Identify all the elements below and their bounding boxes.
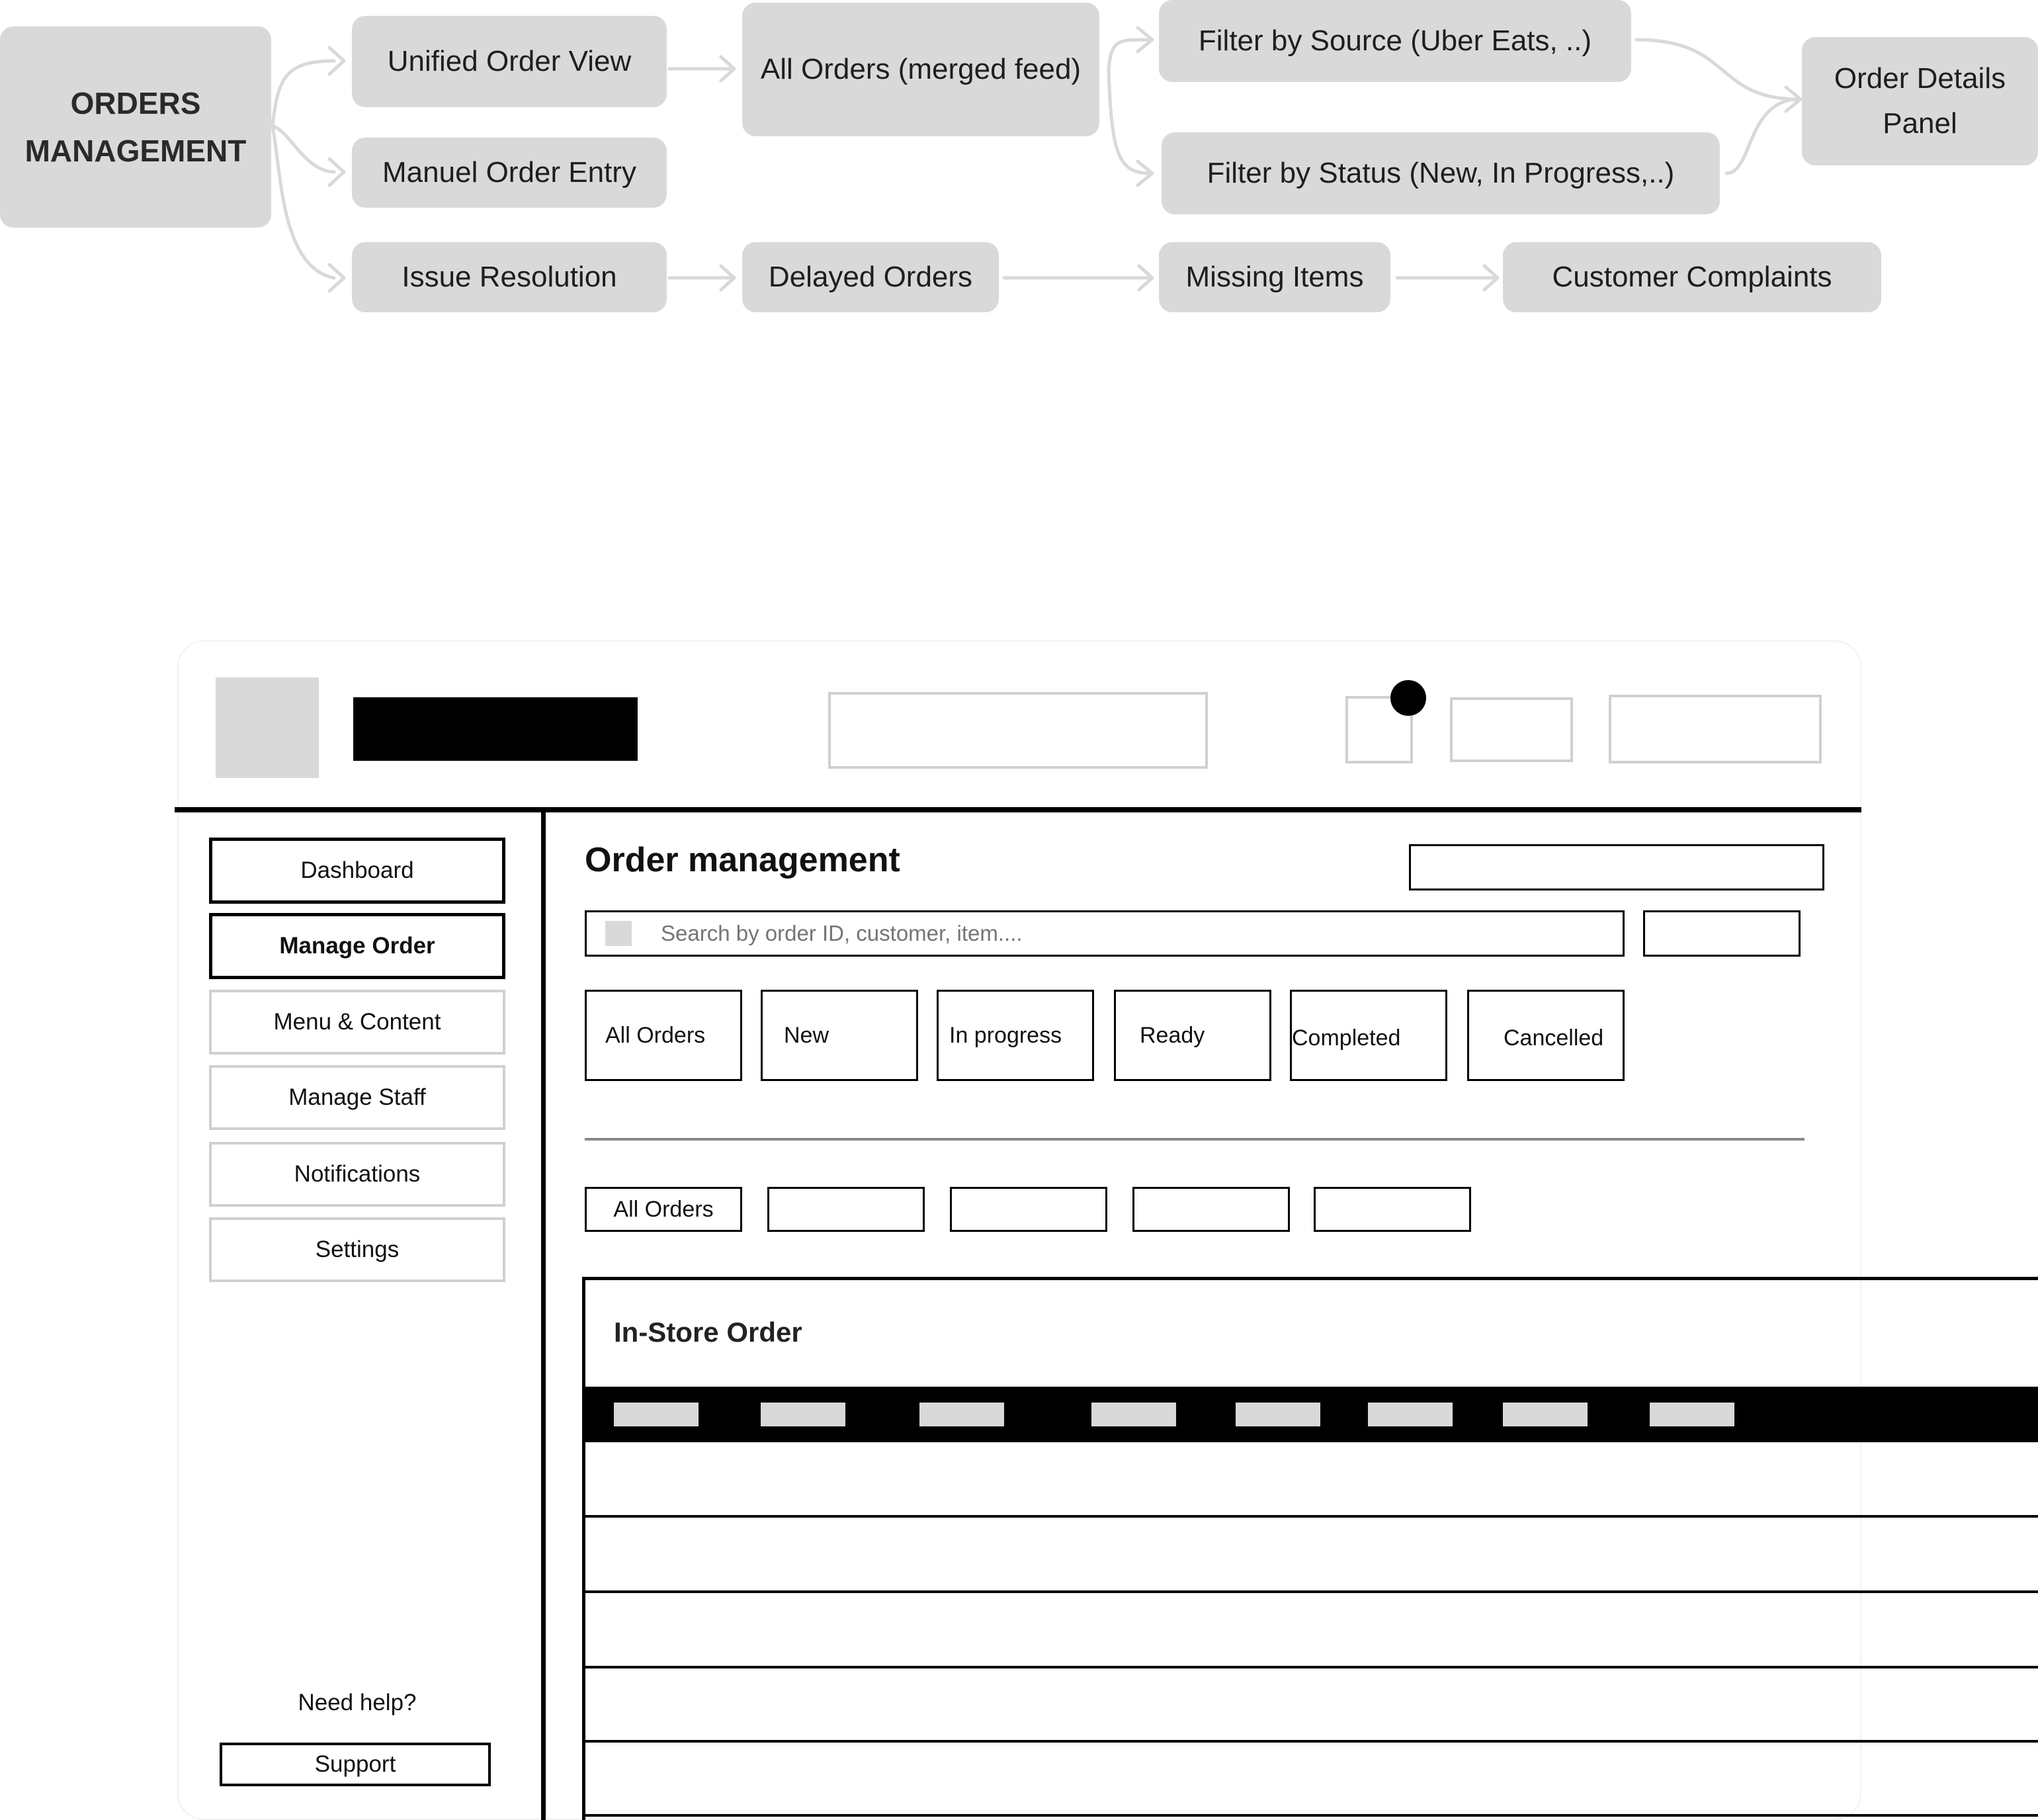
sidebar-item-manage-order[interactable]: Manage Order — [209, 913, 505, 979]
sidebar-item-settings[interactable]: Settings — [209, 1217, 505, 1282]
support-button[interactable]: Support — [220, 1743, 491, 1786]
diagram-node-delayed-orders: Delayed Orders — [742, 242, 999, 312]
column-header-placeholder — [1091, 1403, 1176, 1426]
date-range-picker[interactable] — [1409, 844, 1824, 890]
notification-badge-dot — [1390, 680, 1426, 716]
tab-in-progress[interactable]: In progress — [937, 990, 1094, 1081]
diagram-root-node: ORDERS MANAGEMENT — [0, 26, 271, 228]
sidebar-item-dashboard[interactable]: Dashboard — [209, 838, 505, 904]
connector-allorders-status — [1109, 69, 1148, 173]
column-header-placeholder — [919, 1403, 1004, 1426]
connector-source-details — [1636, 40, 1799, 99]
diagram-node-missing-items: Missing Items — [1159, 242, 1390, 312]
table-row[interactable] — [582, 1666, 2038, 1668]
profile-menu-placeholder[interactable] — [1609, 695, 1822, 763]
panel-title: In-Store Order — [614, 1317, 802, 1348]
column-header-placeholder — [1650, 1403, 1734, 1426]
tab-cancelled[interactable]: Cancelled — [1467, 990, 1625, 1081]
column-header-placeholder — [1503, 1403, 1588, 1426]
column-header-placeholder — [761, 1403, 845, 1426]
connector-allorders-source — [1109, 40, 1148, 69]
diagram-node-issue-resolution: Issue Resolution — [352, 242, 667, 312]
order-search-field[interactable] — [585, 910, 1625, 957]
header-search-box[interactable] — [828, 692, 1208, 769]
diagram-node-filter-by-status: Filter by Status (New, In Progress,..) — [1162, 132, 1720, 214]
tab-completed[interactable]: Completed — [1290, 990, 1447, 1081]
table-row[interactable] — [582, 1740, 2038, 1743]
diagram-node-order-details-panel: Order Details Panel — [1802, 37, 2038, 165]
source-filter-chip[interactable] — [1314, 1187, 1471, 1232]
connector-root-issue — [273, 126, 334, 278]
connector-root-manual — [273, 126, 334, 172]
table-row[interactable] — [582, 1590, 2038, 1593]
diagram-node-manual-order-entry: Manuel Order Entry — [352, 138, 667, 208]
page-title: Order management — [585, 841, 900, 879]
search-icon — [605, 921, 632, 946]
column-header-placeholder — [1236, 1403, 1320, 1426]
diagram-node-customer-complaints: Customer Complaints — [1503, 242, 1881, 312]
header-divider — [175, 807, 1861, 812]
diagram-node-unified-order-view: Unified Order View — [352, 16, 667, 107]
table-row[interactable] — [582, 1515, 2038, 1518]
sidebar-item-manage-staff[interactable]: Manage Staff — [209, 1065, 505, 1130]
brand-name-block — [353, 697, 638, 761]
source-filter-all-orders[interactable]: All Orders — [585, 1187, 742, 1232]
diagram-node-filter-by-source: Filter by Source (Uber Eats, ..) — [1159, 0, 1631, 82]
column-header-placeholder — [1368, 1403, 1453, 1426]
source-filter-chip[interactable] — [950, 1187, 1107, 1232]
header-button-placeholder[interactable] — [1450, 697, 1573, 762]
connector-root-unified — [273, 61, 334, 126]
sidebar-item-menu-content[interactable]: Menu & Content — [209, 990, 505, 1055]
tab-all-orders[interactable]: All Orders — [585, 990, 742, 1081]
source-filter-chip[interactable] — [1132, 1187, 1290, 1232]
tab-ready[interactable]: Ready — [1114, 990, 1271, 1081]
filter-button[interactable] — [1643, 910, 1801, 957]
search-input[interactable] — [659, 920, 1588, 947]
table-row[interactable] — [582, 1814, 2038, 1817]
help-text: Need help? — [298, 1690, 417, 1715]
logo-placeholder — [216, 677, 319, 778]
diagram-node-all-orders-merged: All Orders (merged feed) — [742, 3, 1099, 136]
sidebar-divider — [541, 810, 546, 1820]
tab-new[interactable]: New — [761, 990, 918, 1081]
section-divider — [585, 1138, 1804, 1141]
orders-panel — [582, 1277, 2038, 1820]
source-filter-chip[interactable] — [767, 1187, 925, 1232]
column-header-placeholder — [614, 1403, 699, 1426]
sidebar-item-notifications[interactable]: Notifications — [209, 1142, 505, 1207]
